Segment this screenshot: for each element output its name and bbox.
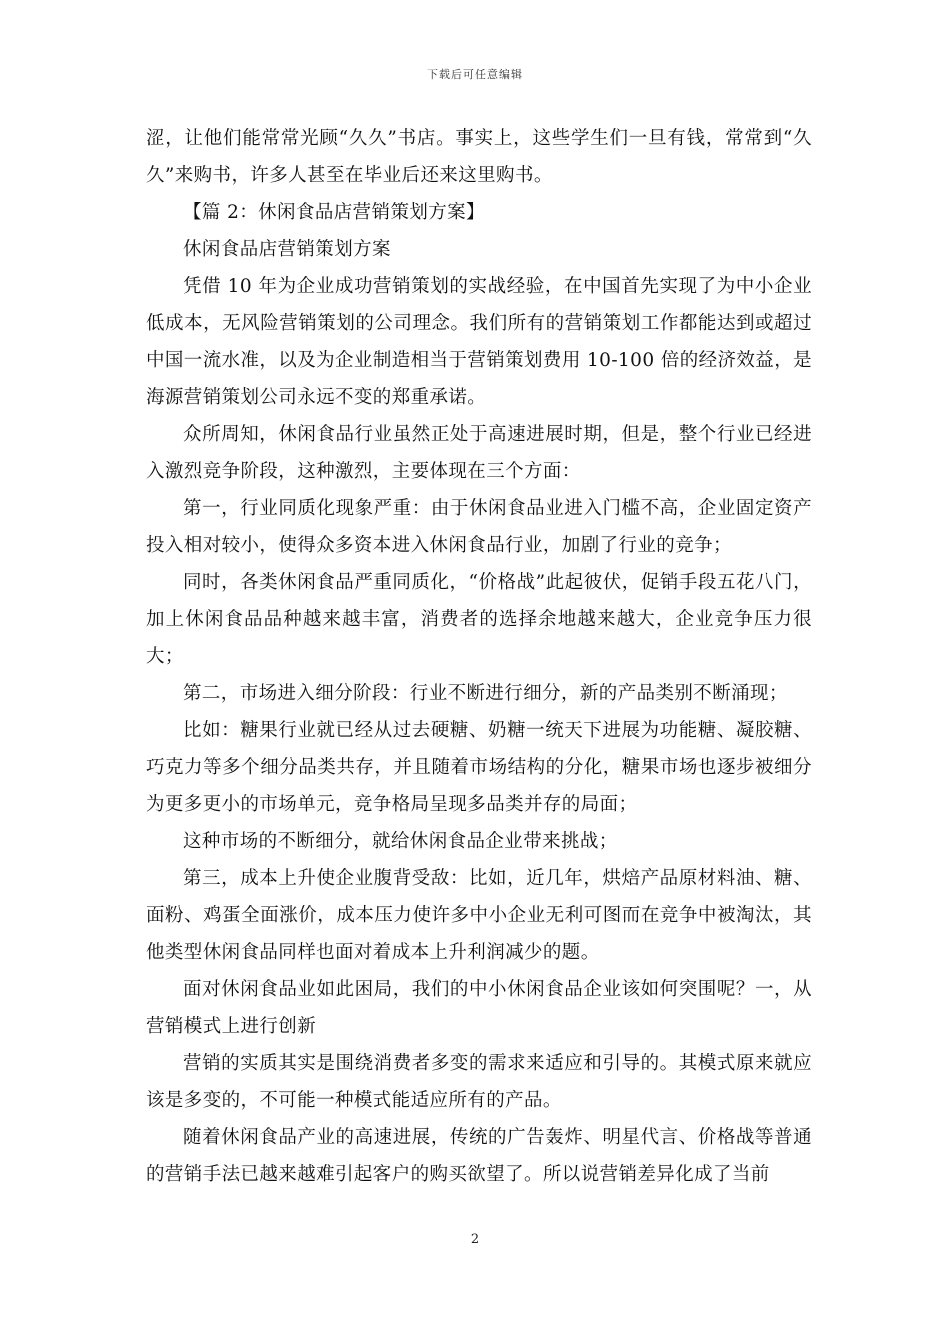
page-number: 2 [470,1232,480,1247]
paragraph: 营销的实质其实是围绕消费者多变的需求来适应和引导的。其模式原来就应该是多变的，不可能一种模式能适应所有的产品。 [146,1053,812,1111]
paragraph: 这种市场的不断细分，就给休闲食品企业带来挑战； [183,831,618,852]
paragraph: 面对休闲食品业如此困局，我们的中小休闲食品企业该如何突围呢？一，从营销模式上进行创新 [146,979,812,1037]
paragraph: 第三，成本上升使企业腹背受敌：比如，近几年，烘焙产品原材料油、糖、面粉、鸡蛋全面涨价，成本压力使许多中小企业无利可图而在竞争中被淘汰，其他类型休闲食品同样也面对着成本上升利润减少的题。 [146,868,812,963]
paragraph: 比如：糖果行业就已经从过去硬糖、奶糖一统天下进展为功能糖、凝胶糖、巧克力等多个细分品类共存，并且随着市场结构的分化，糖果市场也逐步被细分为更多更小的市场单元，竞争格局呈现多品类并存的局面； [146,720,812,815]
section-heading: 【篇 2：休闲食品店营销策划方案】 [183,202,485,223]
paragraph: 凭借 10 年为企业成功营销策划的实战经验，在中国首先实现了为中小企业低成本，无风险营销策划的公司理念。我们所有的营销策划工作都能达到或超过中国一流水准，以及为企业制造相当于营销策划费用 10-100 倍的经济效益，是海源营销策划公司永远不变的郑重承诺。 [146,276,812,408]
header-note: 下载后可任意编辑 [427,68,523,81]
paragraph-continuation: 涩，让他们能常常光顾“久久”书店。事实上，这些学生们一旦有钱，常常到“久久”来购书，许多人甚至在毕业后还来这里购书。 [146,128,812,186]
paragraph: 第二，市场进入细分阶段：行业不断进行细分，新的产品类别不断涌现； [183,683,788,704]
paragraph: 众所周知，休闲食品行业虽然正处于高速进展时期，但是，整个行业已经进入激烈竞争阶段，这种激烈，主要体现在三个方面： [146,424,812,482]
paragraph: 同时，各类休闲食品严重同质化，“价格战”此起彼伏，促销手段五花八门，加上休闲食品品种越来越丰富，消费者的选择余地越来越大，企业竞争压力很大； [146,572,812,667]
section-title: 休闲食品店营销策划方案 [183,239,391,260]
paragraph: 随着休闲食品产业的高速进展，传统的广告轰炸、明星代言、价格战等普通的营销手法已越来越难引起客户的购买欲望了。所以说营销差异化成了当前 [146,1127,812,1185]
body-text [146,120,812,1193]
paragraph: 第一，行业同质化现象严重：由于休闲食品业进入门槛不高，企业固定资产投入相对较小，使得众多资本进入休闲食品行业，加剧了行业的竞争； [146,498,812,556]
